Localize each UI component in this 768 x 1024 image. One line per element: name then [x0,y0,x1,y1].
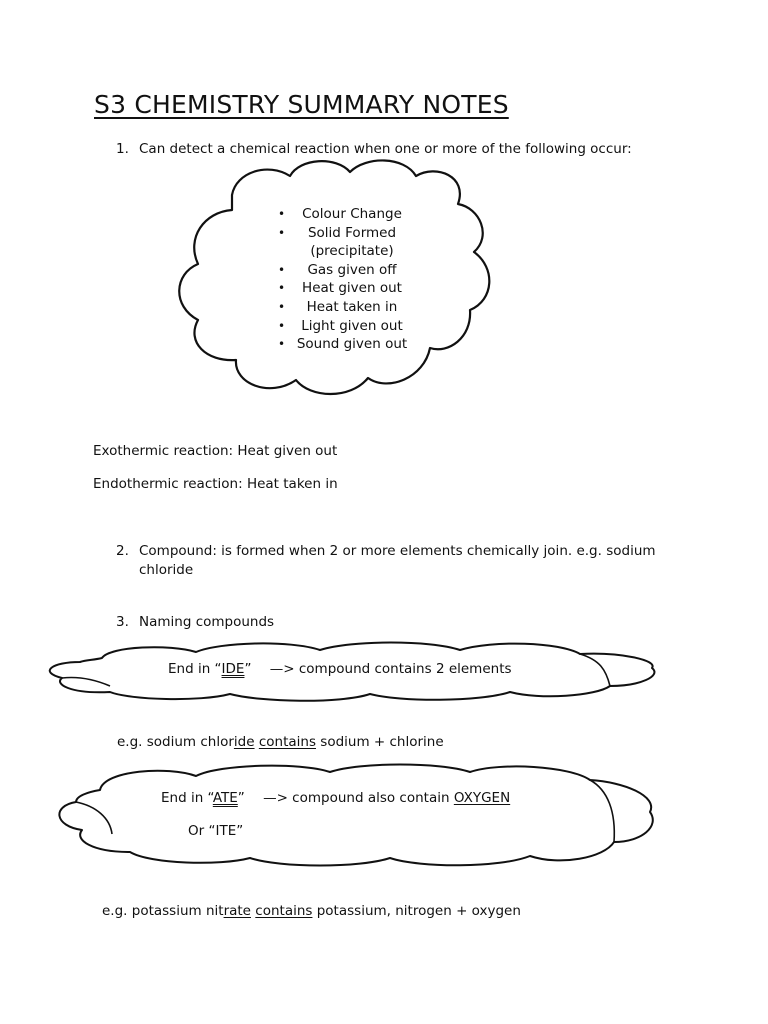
oxygen-keyword: OXYGEN [453,790,511,806]
ate-rule: End in “ATE” —> compound also contain OXYGEN [161,790,511,806]
bullet-icon: • [278,337,286,352]
ide-rule: End in “IDE” —> compound contains 2 elements [168,661,512,677]
ate-cloud-outline [59,765,652,866]
arrow-icon: —> [269,661,295,677]
bullet-icon: • [278,299,286,314]
list-item: • Solid Formed [278,224,397,241]
item-1-text: Can detect a chemical reaction when one or more of the following occur: [139,141,632,157]
endothermic-definition: Endothermic reaction: Heat taken in [93,476,338,492]
ate-suffix: ATE [212,790,238,806]
list-item: • Light given out [278,317,403,334]
item-2-line-2: chloride [139,562,194,578]
arrow-icon: —> [263,790,288,806]
bullet-icon: • [278,281,286,296]
page-title: S3 CHEMISTRY SUMMARY NOTES [94,90,509,119]
item-2-line-1: Compound: is formed when 2 or more elements chemically join. e.g. sodium [139,543,656,559]
exothermic-definition: Exothermic reaction: Heat given out [93,443,338,459]
list-item: • Heat taken in [278,298,398,315]
item-3-number: 3. [116,614,129,630]
ide-suffix: IDE [221,661,245,677]
list-item: • Colour Change [278,206,402,222]
bullet-icon: • [278,207,286,221]
item-1-number: 1. [116,141,129,157]
bullet-icon: • [278,225,286,240]
list-item: • Gas given off [278,261,397,278]
list-item: • Heat given out [278,280,402,297]
reaction-signs-list [260,205,430,354]
example-ate: e.g. potassium nitrate contains potassium, nitrogen + oxygen [102,903,521,919]
item-2-number: 2. [116,543,129,559]
list-item: • Sound given out [278,336,408,353]
ite-alternative: Or “ITE” [188,823,244,839]
item-3-text: Naming compounds [139,614,275,630]
bullet-icon: • [278,318,286,333]
bullet-icon: • [278,262,286,277]
example-ide: e.g. sodium chloride contains sodium + chlorine [117,734,444,750]
list-item-continuation: (precipitate) [310,243,394,260]
